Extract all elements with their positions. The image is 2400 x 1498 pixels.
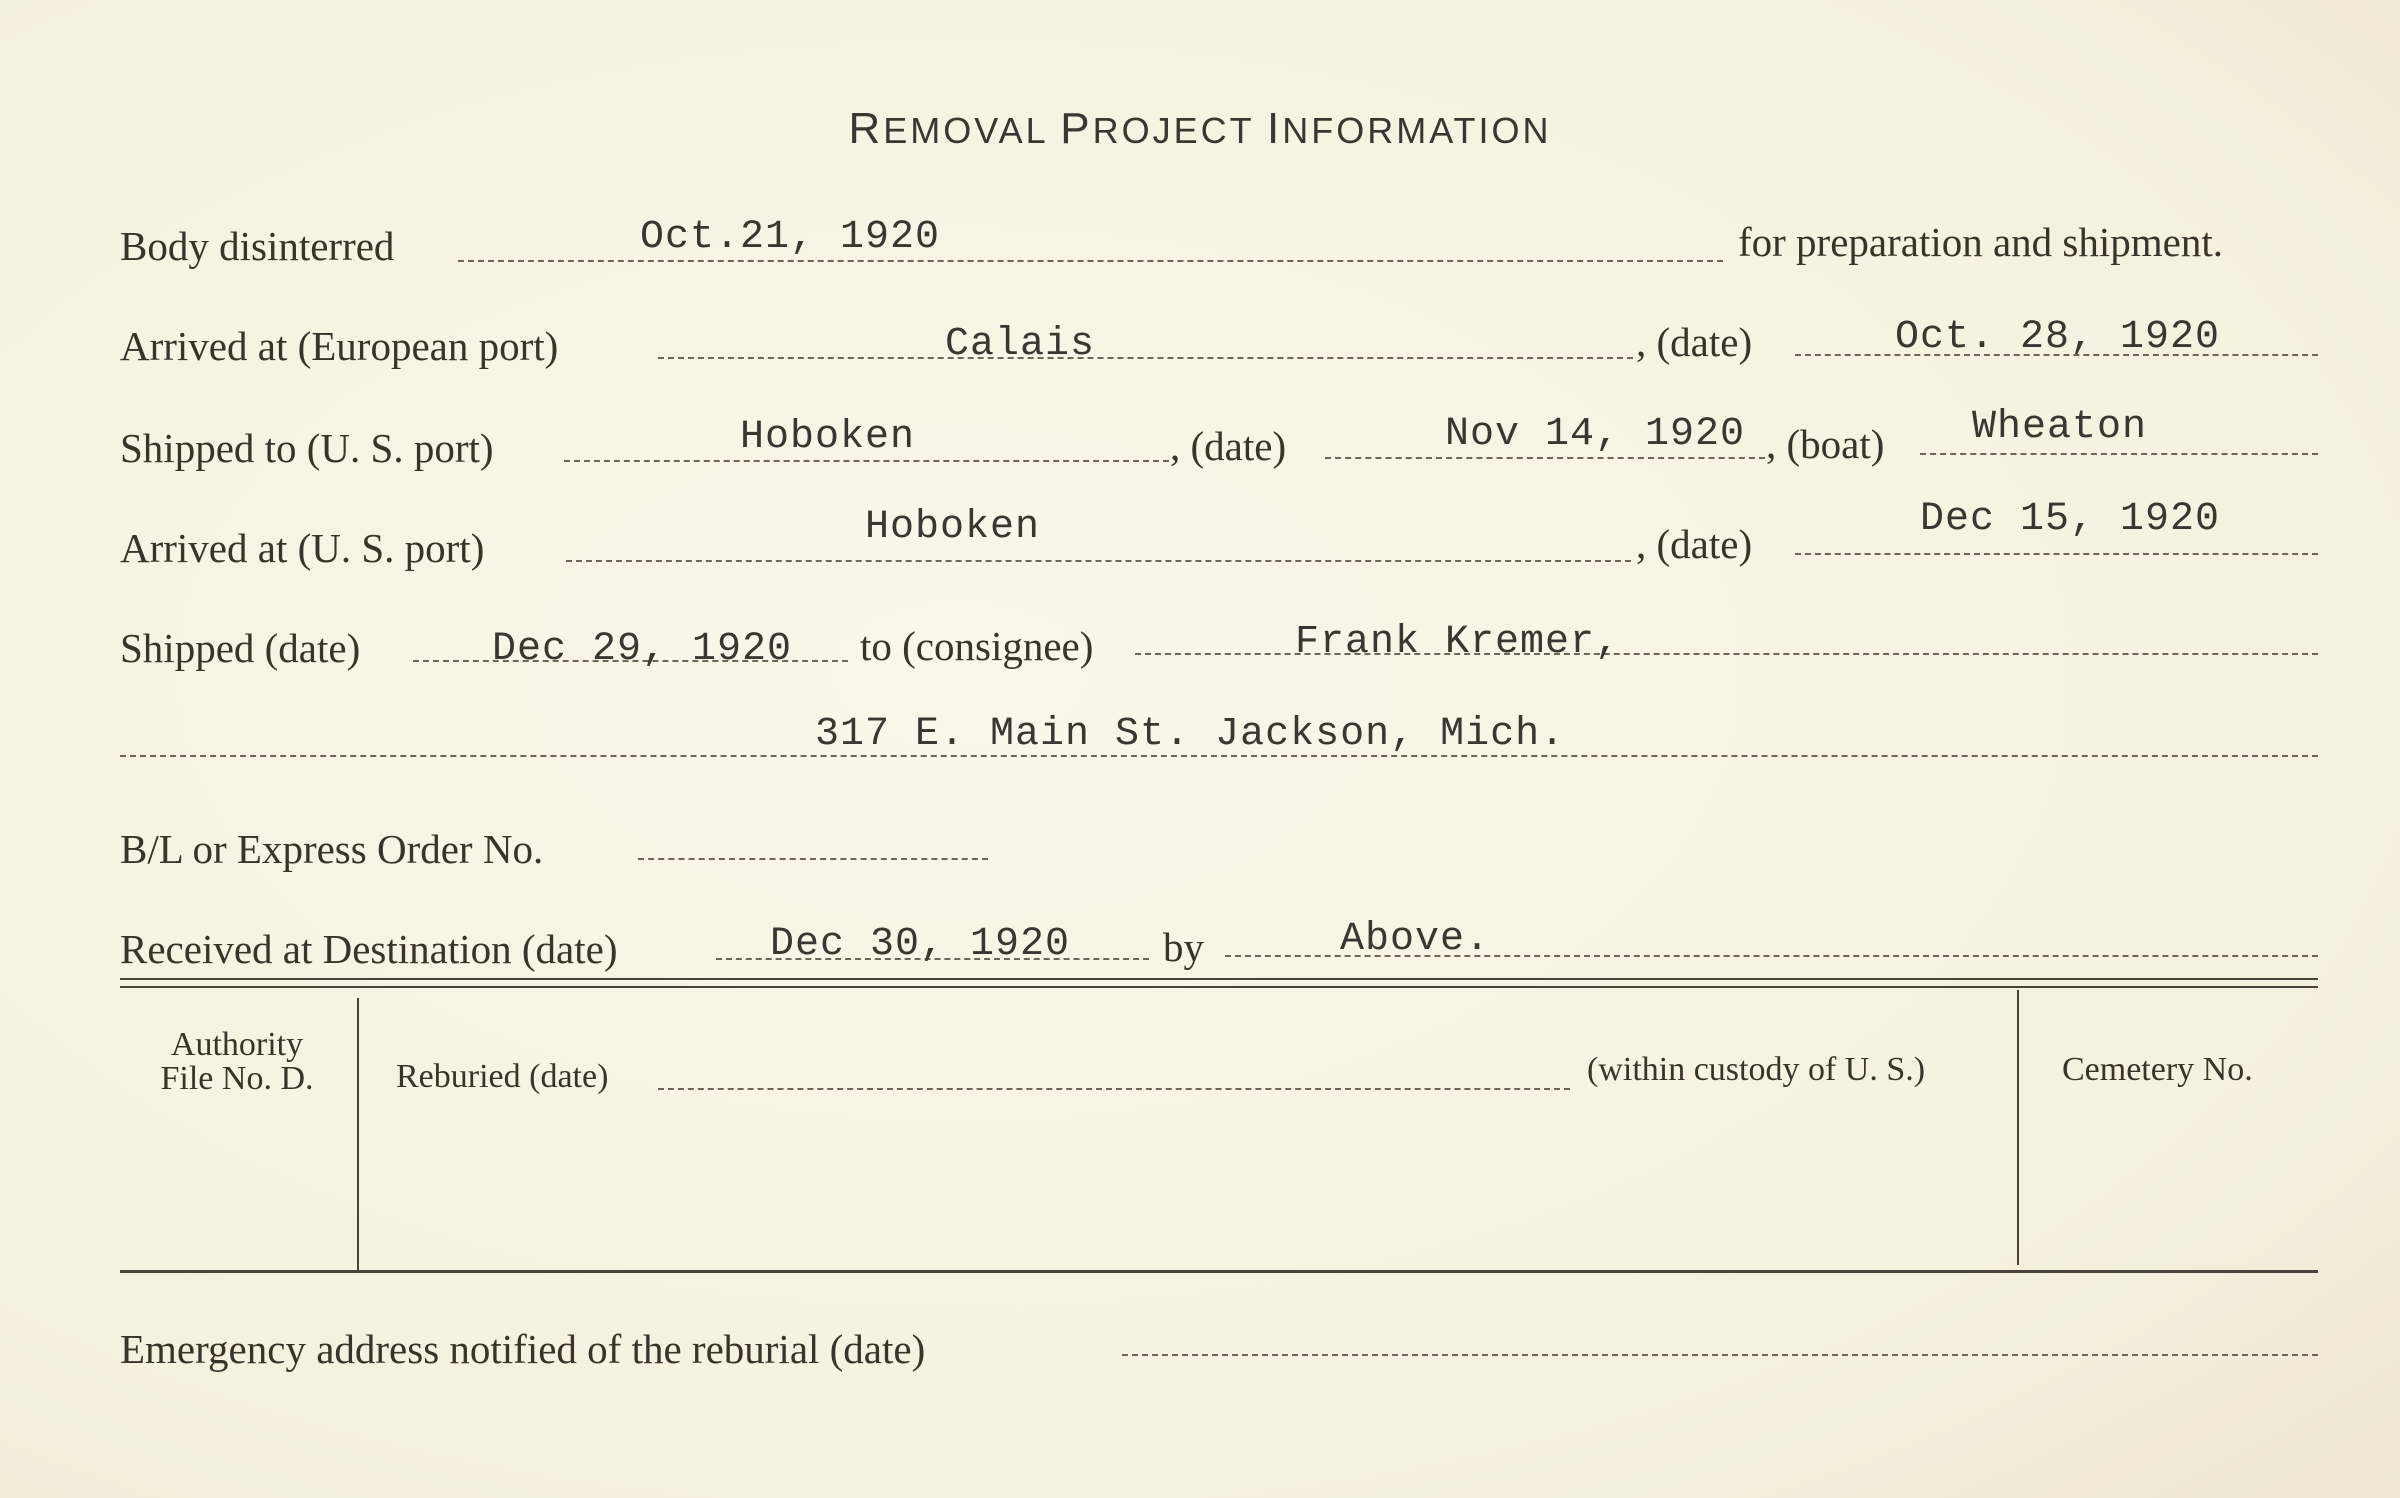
- box-divider-right: [2017, 990, 2019, 1265]
- arrived-us-line: [566, 560, 1631, 562]
- arrived-european-line: [658, 357, 1633, 359]
- shipped-us-port-value: Hoboken: [740, 415, 916, 460]
- body-disinterred-line: [458, 260, 1723, 262]
- shipped-us-boat-label: , (boat): [1766, 421, 1885, 467]
- reburied-label: Reburied (date): [396, 1058, 609, 1095]
- emergency-line: [1122, 1354, 2318, 1356]
- consignee-label: to (consignee): [860, 623, 1094, 669]
- arrived-us-port-value: Hoboken: [865, 505, 1041, 550]
- received-label: Received at Destination (date): [120, 926, 618, 972]
- arrived-us-date-value: Dec 15, 1920: [1920, 497, 2221, 542]
- arrived-european-label: Arrived at (European port): [120, 323, 559, 369]
- arrived-us-date-label: , (date): [1636, 521, 1753, 567]
- consignee-value: Frank Kremer,: [1295, 620, 1621, 665]
- box-divider-left: [357, 998, 359, 1270]
- shipped-date-label: Shipped (date): [120, 625, 361, 671]
- card-title: REMOVAL PROJECT INFORMATION: [848, 104, 1552, 153]
- shipped-us-label: Shipped to (U. S. port): [120, 425, 494, 471]
- body-disinterred-value: Oct.21, 1920: [640, 215, 941, 260]
- bl-order-line: [638, 858, 988, 860]
- received-by-label: by: [1163, 924, 1204, 970]
- arrived-european-date-label: , (date): [1636, 319, 1753, 365]
- body-disinterred-suffix: for preparation and shipment.: [1738, 219, 2224, 265]
- shipped-date-value: Dec 29, 1920: [492, 627, 793, 672]
- body-disinterred-label: Body disinterred: [120, 223, 395, 269]
- arrived-european-date-value: Oct. 28, 1920: [1895, 315, 2221, 360]
- shipped-us-boat-value: Wheaton: [1972, 405, 2148, 450]
- reburied-line: [658, 1088, 1570, 1090]
- shipped-us-date-label: , (date): [1170, 423, 1287, 469]
- shipped-us-date-line: [1325, 457, 1765, 459]
- authority-label: Authority File No. D.: [160, 1026, 314, 1097]
- box-bottom-rule: [120, 1270, 2318, 1273]
- shipped-us-date-value: Nov 14, 1920: [1445, 412, 1746, 457]
- cemetery-label: Cemetery No.: [2062, 1051, 2253, 1088]
- arrived-european-port-value: Calais: [945, 322, 1096, 367]
- shipped-us-line: [564, 460, 1169, 462]
- shipped-us-boat-line: [1920, 453, 2318, 455]
- arrived-us-date-line: [1795, 553, 2318, 555]
- arrived-us-label: Arrived at (U. S. port): [120, 525, 485, 571]
- received-date-value: Dec 30, 1920: [770, 922, 1071, 967]
- received-by-value: Above.: [1340, 917, 1491, 962]
- emergency-label: Emergency address notified of the reburial (date): [120, 1326, 926, 1372]
- bl-order-label: B/L or Express Order No.: [120, 826, 544, 872]
- consignee-address-value: 317 E. Main St. Jackson, Mich.: [815, 712, 1566, 757]
- custody-label: (within custody of U. S.): [1587, 1051, 1926, 1088]
- box-top-rule-2: [120, 986, 2318, 988]
- box-top-rule-1: [120, 978, 2318, 980]
